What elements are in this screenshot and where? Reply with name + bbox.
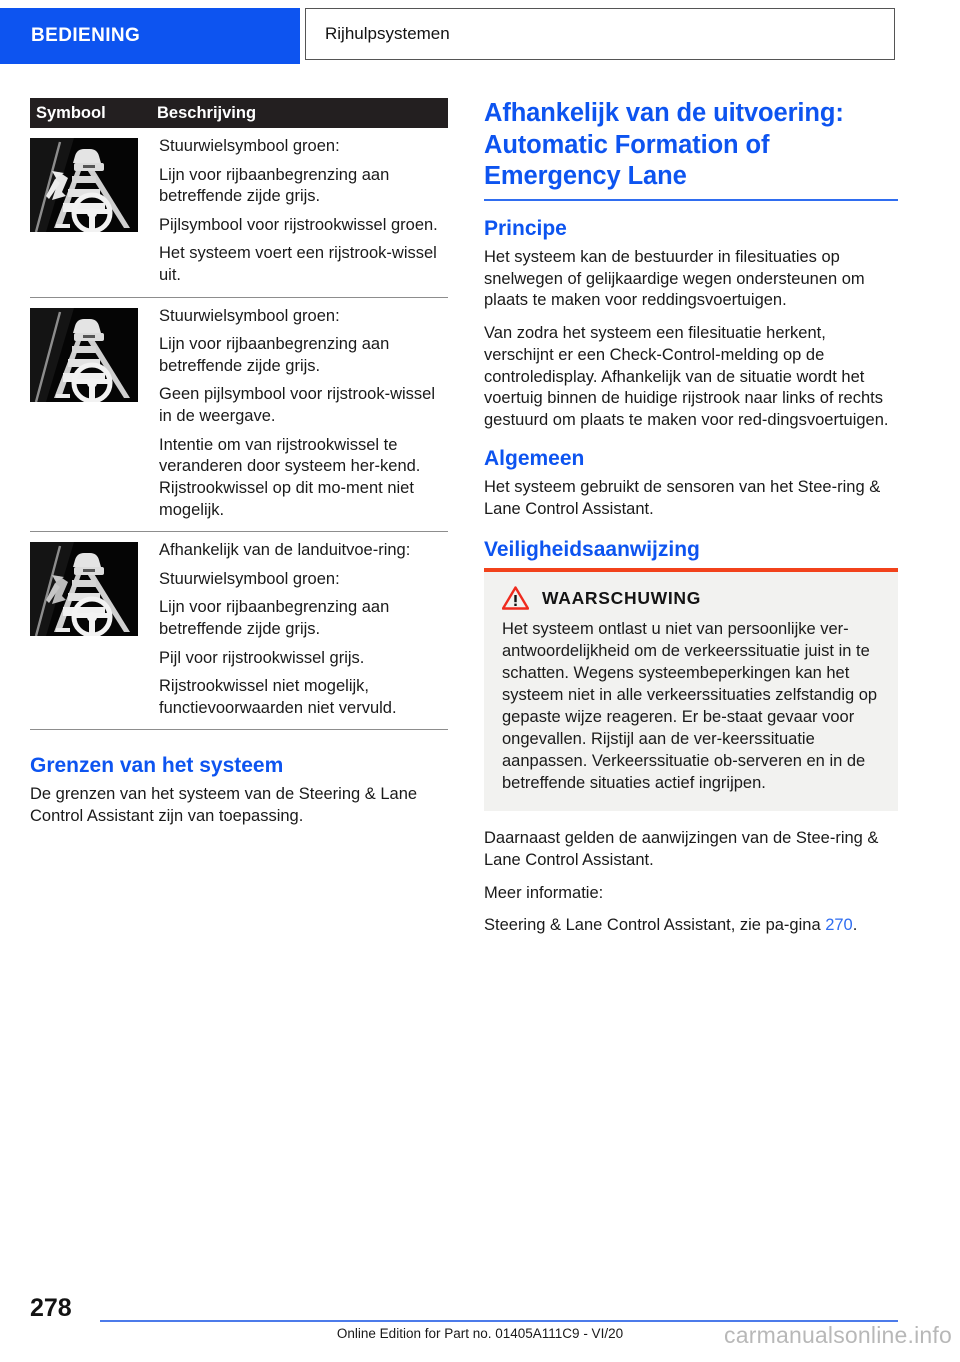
- limits-section: [30, 754, 448, 828]
- table-row: [30, 298, 448, 532]
- lane-with-grey-arrow-and-steering-wheel-icon: [30, 542, 138, 636]
- description-paragraph: Intentie om van rijstrookwissel te veranderen door systeem her-kend. Rijstrookwissel op dit mo-ment niet mogelijk.: [159, 435, 421, 519]
- description-paragraph: Stuurwielsymbool groen:: [159, 137, 340, 155]
- breadcrumb-chapter-tab[interactable]: [305, 8, 895, 60]
- warning-triangle-icon: [502, 586, 529, 610]
- symbol-cell: [30, 540, 157, 719]
- cross-reference: [484, 915, 898, 937]
- watermark: carmanualsonline.info: [724, 1322, 952, 1348]
- page-footer: [0, 1272, 960, 1362]
- page-header: [0, 8, 960, 64]
- description-paragraph: Pijlsymbool voor rijstrookwissel groen.: [159, 215, 438, 234]
- symbol-cell: [30, 136, 157, 287]
- description-paragraph: Rijstrookwissel niet mogelijk, functievoorwaarden niet vervuld.: [159, 677, 397, 717]
- description-paragraph: Lijn voor rijbaanbegrenzing aan betreffende zijde grijs.: [159, 335, 390, 375]
- breadcrumb-section-label: BEDIENING: [31, 25, 141, 46]
- description-paragraph: Afhankelijk van de landuitvoe-ring:: [159, 541, 411, 560]
- description-cell: [157, 306, 448, 521]
- after-warning-paragraph: Daarnaast gelden de aanwijzingen van de Stee-ring & Lane Control Assistant.: [484, 828, 879, 869]
- page-number: 278: [30, 1294, 72, 1322]
- section-heading-algemeen: Algemeen: [484, 446, 585, 470]
- description-paragraph: Stuurwielsymbool groen:: [159, 306, 340, 325]
- lane-with-steering-wheel-icon: [30, 308, 138, 402]
- algemeen-paragraph: Het systeem gebruikt de sensoren van het Stee-ring & Lane Control Assistant.: [484, 477, 881, 518]
- principe-paragraph: Van zodra het systeem een filesituatie herkent, verschijnt er een Check-Control-melding op de controledisplay. Afhankelijk van de situatie wordt het voertuig binnen de huidige rijstrook naar links of rechts gestuurd om plaats te maken voor red-dingsvoertuigen.: [484, 324, 889, 430]
- column-header-description: Beschrijving: [157, 103, 257, 122]
- symbol-cell: [30, 306, 157, 521]
- warning-label: WAARSCHUWING: [542, 587, 702, 608]
- right-column: [484, 98, 898, 937]
- table-row: [30, 128, 448, 298]
- description-paragraph: Pijl voor rijstrookwissel grijs.: [159, 648, 365, 667]
- breadcrumb-section-tab[interactable]: [0, 8, 300, 64]
- description-cell: [157, 540, 448, 719]
- breadcrumb-chapter-label: Rijhulpsystemen: [325, 24, 450, 43]
- cross-reference-text: Steering & Lane Control Assistant, zie pa-gina: [484, 916, 826, 935]
- section-heading-principe: Principe: [484, 216, 567, 240]
- title-divider: [484, 199, 898, 201]
- description-paragraph: Het systeem voert een rijstrook-wissel uit.: [159, 244, 437, 285]
- description-paragraph: Geen pijlsymbool voor rijstrook-wissel in de weergave.: [159, 385, 436, 426]
- limits-body: De grenzen van het systeem van de Steering & Lane Control Assistant zijn van toepassing.: [30, 785, 418, 826]
- left-column: [30, 98, 448, 828]
- column-header-symbol: Symbool: [36, 103, 106, 122]
- description-cell: [157, 136, 448, 287]
- table-header-row: [30, 98, 448, 128]
- more-information-label: Meer informatie:: [484, 883, 604, 902]
- page-reference-link[interactable]: 270: [825, 916, 853, 935]
- section-heading-grenzen: Grenzen van het systeem: [30, 754, 284, 778]
- page-title: Afhankelijk van de uitvoering: Automatic Formation of Emergency Lane: [484, 99, 844, 191]
- description-paragraph: Lijn voor rijbaanbegrenzing aan betreffende zijde grijs.: [159, 165, 390, 206]
- warning-heading: [502, 586, 880, 610]
- table-row: [30, 532, 448, 730]
- symbol-description-table: [30, 98, 448, 730]
- lane-with-arrow-and-steering-wheel-icon: [30, 138, 138, 232]
- description-paragraph: Stuurwielsymbool groen:: [159, 569, 340, 588]
- warning-box: [484, 568, 898, 811]
- edition-note: Online Edition for Part no. 01405A111C9 - VI/20: [336, 1326, 624, 1341]
- section-heading-veiligheidsaanwijzing: Veiligheidsaanwijzing: [484, 538, 700, 562]
- cross-reference-suffix: .: [852, 916, 858, 935]
- description-paragraph: Lijn voor rijbaanbegrenzing aan betreffende zijde grijs.: [159, 598, 390, 638]
- warning-body: Het systeem ontlast u niet van persoonlijke ver-antwoordelijkheid om de verkeerssituatie juist in te schatten. Wegens systeembeperkingen kan het systeem niet in alle verkeerssituaties zelfstandig op gepaste wijze reageren. Er be-staat gevaar voor ongevallen. Rijstijl aan de ver-keerssituatie aanpassen. Verkeerssituatie ob-serveren en in de betreffende situaties actief ingrijpen.: [502, 620, 878, 793]
- principe-paragraph: Het systeem kan de bestuurder in filesituaties op snelwegen of gelijkaardige wegen ondersteunen om plaats te maken voor reddingsvoertuigen.: [484, 247, 865, 310]
- after-warning-block: [484, 828, 898, 937]
